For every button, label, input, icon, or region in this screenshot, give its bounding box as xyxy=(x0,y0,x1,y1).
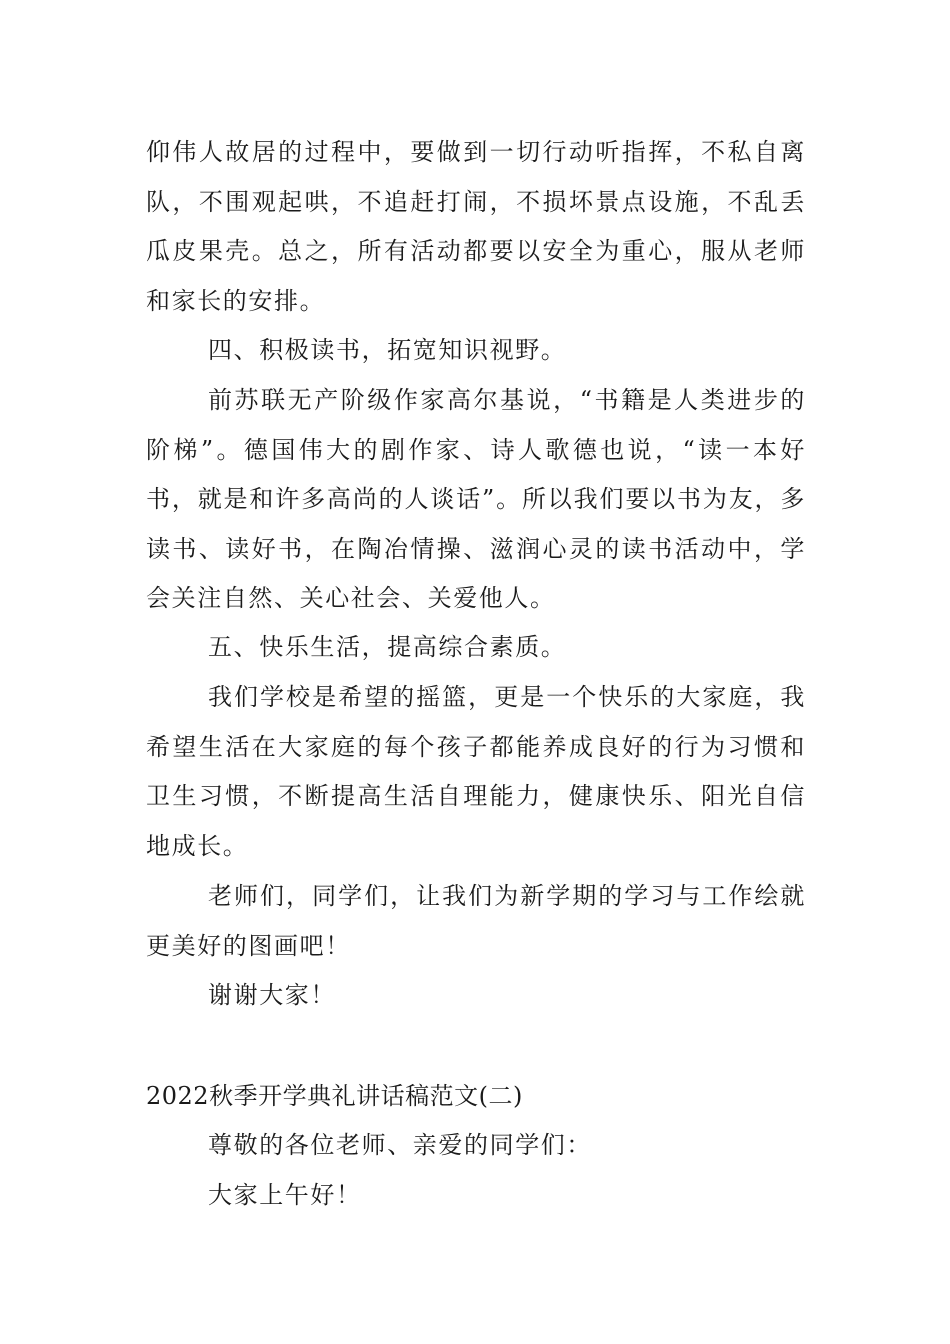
heading-happy-life: 五、快乐生活，提高综合素质。 xyxy=(208,633,567,661)
paragraph-happy-life: 我们学校是希望的摇篮，更是一个快乐的大家庭，我希望生活在大家庭的每个孩子都能养成良好的行为习惯和卫生习惯，不断提高生活自理能力，健康快乐、阳光自信地成长。 xyxy=(146,683,806,860)
heading-reading: 四、积极读书，拓宽知识视野。 xyxy=(208,336,567,364)
section-title: 2022秋季开学典礼讲话稿范文(二) xyxy=(146,1082,523,1110)
paragraph-thanks: 谢谢大家！ xyxy=(208,981,336,1009)
paragraph-safety-rules: 仰伟人故居的过程中，要做到一切行动听指挥，不私自离队，不围观起哄，不追赶打闹，不损坏景点设施，不乱丢瓜皮果壳。总之，所有活动都要以安全为重心，服从老师和家长的安排。 xyxy=(146,138,806,315)
salutation: 尊敬的各位老师、亲爱的同学们： xyxy=(208,1131,592,1159)
paragraph-closing: 老师们，同学们，让我们为新学期的学习与工作绘就更美好的图画吧！ xyxy=(146,882,806,960)
greeting: 大家上午好！ xyxy=(208,1181,362,1209)
paragraph-reading: 前苏联无产阶级作家高尔基说，“书籍是人类进步的阶梯”。德国伟大的剧作家、诗人歌德也说，“读一本好书，就是和许多高尚的人谈话”。所以我们要以书为友，多读书、读好书，在陶冶情操、滋润心灵的读书活动中，学会关注自然、关心社会、关爱他人。 xyxy=(146,386,806,612)
